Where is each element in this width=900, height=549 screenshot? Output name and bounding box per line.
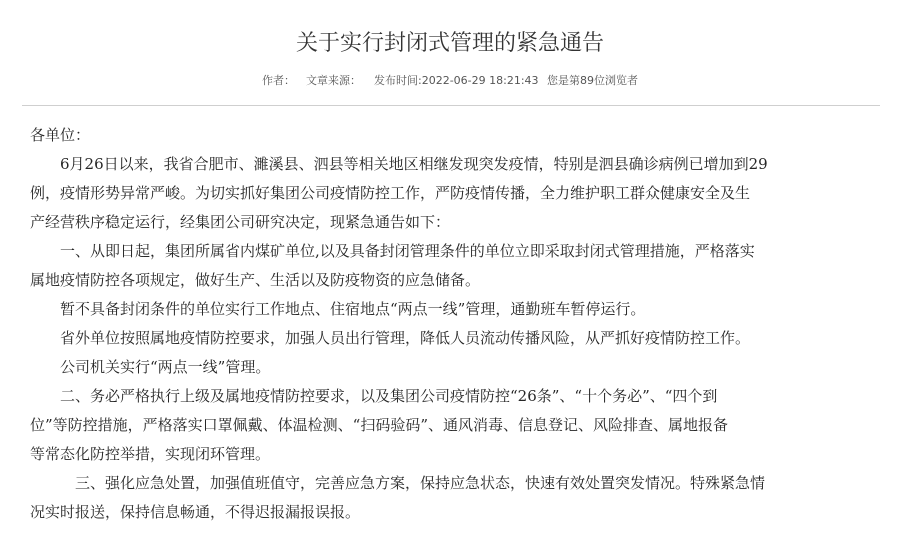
paragraph-line: 况实时报送，保持信息畅通，不得迟报漏报误报。 — [30, 503, 361, 521]
paragraph-line: 公司机关实行“两点一线”管理。 — [60, 358, 271, 376]
meta-source: 文章来源： — [306, 74, 361, 87]
paragraph-line: 省外单位按照属地疫情防控要求，加强人员出行管理，降低人员流动传播风险，从严抓好疫情防控工作。 — [60, 329, 751, 347]
paragraph-line: 属地疫情防控各项规定，做好生产、生活以及防疫物资的应急储备。 — [30, 271, 481, 289]
article-body — [30, 121, 870, 527]
paragraph-line: 二、务必严格执行上级及属地疫情防控要求，以及集团公司疫情防控“26条”、“十个务必”、“四个到 — [60, 387, 718, 405]
article-meta — [0, 72, 900, 90]
paragraph-line: 例，疫情形势异常严峻。为切实抓好集团公司疫情防控工作，严防疫情传播，全力维护职工群众健康安全及生 — [30, 184, 751, 202]
title-divider — [22, 105, 880, 106]
meta-author: 作者： — [262, 74, 295, 87]
salutation-line: 各单位： — [30, 126, 91, 144]
paragraph-line: 一、从即日起，集团所属省内煤矿单位,以及具备封闭管理条件的单位立即采取封闭式管理措施，严格落实 — [60, 242, 755, 260]
paragraph-line: 6月26日以来，我省合肥市、濉溪县、泗县等相关地区相继发现突发疫情，特别是泗县确诊病例已增加到29 — [60, 155, 768, 173]
meta-views: 您是第89位浏览者 — [547, 74, 638, 87]
page-title: 关于实行封闭式管理的紧急通告 — [295, 31, 604, 56]
meta-publish-time: 发布时间:2022-06-29 18:21:43 — [374, 74, 539, 87]
paragraph-line: 暂不具备封闭条件的单位实行工作地点、住宿地点“两点一线”管理，通勤班车暂停运行。 — [60, 300, 646, 318]
paragraph-line: 位”等防控措施，严格落实口罩佩戴、体温检测、“扫码验码”、通风消毒、信息登记、风险排查、属地报备 — [30, 416, 729, 434]
paragraph-line: 产经营秩序稳定运行，经集团公司研究决定，现紧急通告如下： — [30, 213, 451, 231]
paragraph-line: 三、强化应急处置，加强值班值守，完善应急方案，保持应急状态，快速有效处置突发情况。特殊紧急情 — [75, 474, 766, 492]
paragraph-line: 等常态化防控举措，实现闭环管理。 — [30, 445, 271, 463]
